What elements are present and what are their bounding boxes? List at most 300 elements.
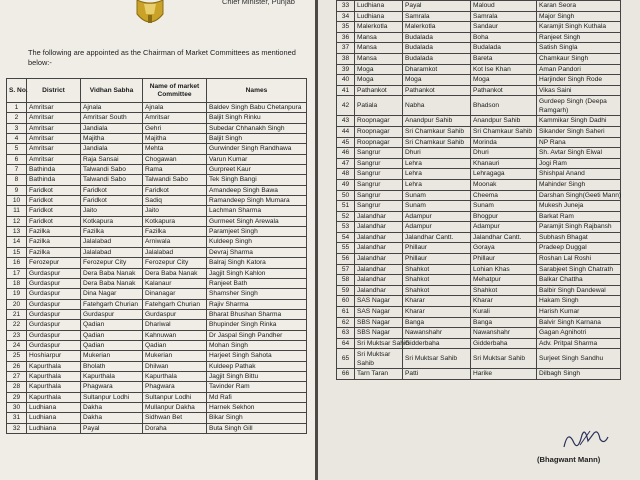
table-row (337, 232, 621, 243)
cell-sno: 64 (337, 338, 355, 349)
table-row (337, 349, 621, 369)
cell-sno: 48 (337, 169, 355, 180)
cell-district: Amritsar (27, 154, 81, 164)
cell-name: Mahinder Singh (537, 179, 621, 190)
cell-market-committee: Harike (471, 369, 537, 380)
cell-district: Sangrur (355, 148, 403, 159)
cell-vidhan-sabha: Jandiala (81, 123, 143, 133)
cell-sno: 62 (337, 317, 355, 328)
table-row (7, 196, 307, 206)
cell-vidhan-sabha: Jalalabad (81, 247, 143, 257)
cell-vidhan-sabha: Payal (81, 423, 143, 433)
cell-district: Fazilka (27, 227, 81, 237)
cell-district: Gurdaspur (27, 278, 81, 288)
cell-district: Amritsar (27, 144, 81, 154)
col-header-vidhan-sabha: Vidhan Sabha (81, 79, 143, 103)
cell-name: Amandeep Singh Bawa (207, 185, 307, 195)
cell-market-committee: Phagwara (143, 382, 207, 392)
cell-sno: 66 (337, 369, 355, 380)
cell-district: Faridkot (27, 206, 81, 216)
cell-name: Darshan Singh(Geeti Mann) (537, 190, 621, 201)
table-row (7, 144, 307, 154)
office-header: Chief Minister, Punjab (222, 0, 295, 6)
cell-name: Balkar Chattha (537, 275, 621, 286)
table-row (337, 254, 621, 265)
cell-market-committee: Bhadson (471, 96, 537, 116)
cell-district: Jalandhar (355, 211, 403, 222)
cell-name: Adv. Pritpal Sharma (537, 338, 621, 349)
cell-district: Moga (355, 64, 403, 75)
cell-market-committee: Boha (471, 32, 537, 43)
cell-district: Bathinda (27, 175, 81, 185)
table-row (337, 317, 621, 328)
table-row (337, 22, 621, 33)
cell-vidhan-sabha: Sri Muktsar Sahib (403, 349, 471, 369)
table-row (7, 216, 307, 226)
table-row (337, 53, 621, 64)
cell-name: Kuldeep Singh (207, 237, 307, 247)
cell-market-committee: Fazilka (143, 227, 207, 237)
cell-name: Pradeep Duggal (537, 243, 621, 254)
cell-market-committee: Mehatpur (471, 275, 537, 286)
cell-sno: 34 (337, 11, 355, 22)
table-row (337, 75, 621, 86)
cell-sno: 11 (7, 206, 27, 216)
cell-sno: 2 (7, 113, 27, 123)
cell-district: Jalandhar (355, 275, 403, 286)
cell-name: Tavinder Ram (207, 382, 307, 392)
table-row (7, 103, 307, 113)
cell-market-committee: Nawanshahr (471, 328, 537, 339)
cell-sno: 17 (7, 268, 27, 278)
cell-market-committee: Sultanpur Lodhi (143, 392, 207, 402)
cell-district: Sangrur (355, 158, 403, 169)
table-row (7, 340, 307, 350)
cell-district: Kapurthala (27, 382, 81, 392)
cell-sno: 12 (7, 216, 27, 226)
table-row (337, 96, 621, 116)
cell-district: Fazilka (27, 247, 81, 257)
cell-name: Buta Singh Gill (207, 423, 307, 433)
cell-district: Ferozepur (27, 258, 81, 268)
table-row (337, 328, 621, 339)
cell-market-committee: Gurdaspur (143, 309, 207, 319)
table-row (337, 116, 621, 127)
table-row (7, 227, 307, 237)
table-row (337, 137, 621, 148)
cell-vidhan-sabha: Phillaur (403, 254, 471, 265)
cell-market-committee: Sadiq (143, 196, 207, 206)
table-row (337, 43, 621, 54)
cell-district: Faridkot (27, 216, 81, 226)
cell-sno: 44 (337, 126, 355, 137)
cell-vidhan-sabha: Shahkot (403, 275, 471, 286)
cell-market-committee: Dhuri (471, 148, 537, 159)
cell-sno: 50 (337, 190, 355, 201)
cell-vidhan-sabha: Ferozepur City (81, 258, 143, 268)
cell-district: Sangrur (355, 190, 403, 201)
cell-vidhan-sabha: Mukerian (81, 351, 143, 361)
cell-district: Ludhiana (355, 11, 403, 22)
col-header-names: Names (207, 79, 307, 103)
table-row (7, 237, 307, 247)
cell-district: Gurdaspur (27, 320, 81, 330)
table-row (7, 371, 307, 381)
table-row (337, 126, 621, 137)
cell-name: Kammikar Singh Dadhi (537, 116, 621, 127)
cell-vidhan-sabha: Lehra (403, 158, 471, 169)
cell-vidhan-sabha: Sri Chamkaur Sahib (403, 137, 471, 148)
cell-name: Gurmeet Singh Arewala (207, 216, 307, 226)
cell-vidhan-sabha: Majitha (81, 134, 143, 144)
cell-sno: 13 (7, 227, 27, 237)
table-row (7, 258, 307, 268)
cell-market-committee: Jalandhar Cantt. (471, 232, 537, 243)
cell-sno: 33 (337, 1, 355, 12)
cell-vidhan-sabha: Dina Nagar (81, 289, 143, 299)
cell-district: Amritsar (27, 113, 81, 123)
table-row (7, 165, 307, 175)
cell-market-committee: Adampur (471, 222, 537, 233)
cell-sno: 40 (337, 75, 355, 86)
table-row (7, 268, 307, 278)
cell-name: Subedar Chhanakh Singh (207, 123, 307, 133)
cell-district: Jalandhar (355, 222, 403, 233)
table-row (7, 361, 307, 371)
cell-name: Harjinder Singh Rode (537, 75, 621, 86)
cell-sno: 47 (337, 158, 355, 169)
cell-district: Mansa (355, 32, 403, 43)
cell-name: Aman Pandori (537, 64, 621, 75)
cell-vidhan-sabha: Kotkapura (81, 216, 143, 226)
cell-vidhan-sabha: Ajnala (81, 103, 143, 113)
cell-district: Ludhiana (27, 423, 81, 433)
cell-vidhan-sabha: Adampur (403, 211, 471, 222)
cell-vidhan-sabha: Payal (403, 1, 471, 12)
cell-market-committee: Qadian (143, 340, 207, 350)
table-row (337, 211, 621, 222)
cell-vidhan-sabha: Nabha (403, 96, 471, 116)
cell-vidhan-sabha: Pathankot (403, 85, 471, 96)
table-row (337, 179, 621, 190)
table-row (7, 206, 307, 216)
cell-market-committee: Cheema (471, 190, 537, 201)
cell-sno: 57 (337, 264, 355, 275)
col-header-market-committee: Name of market Committee (143, 79, 207, 103)
cell-name: Ranjeet Bath (207, 278, 307, 288)
cell-name: Harnek Sekhon (207, 402, 307, 412)
cell-district: Sangrur (355, 169, 403, 180)
cell-sno: 39 (337, 64, 355, 75)
cell-vidhan-sabha: Kapurthala (81, 371, 143, 381)
cell-name: Karan Seora (537, 1, 621, 12)
cell-district: Patiala (355, 96, 403, 116)
cell-name: Paramjeet Singh (207, 227, 307, 237)
cell-name: Gurwinder Singh Randhawa (207, 144, 307, 154)
cell-district: Sri Muktsar Sahib (355, 338, 403, 349)
cell-vidhan-sabha: Talwandi Sabo (81, 175, 143, 185)
table-row (7, 392, 307, 402)
cell-sno: 43 (337, 116, 355, 127)
table-row (337, 85, 621, 96)
cell-sno: 59 (337, 285, 355, 296)
cell-sno: 21 (7, 309, 27, 319)
cell-name: Harjeet Singh Sahota (207, 351, 307, 361)
cell-name: Surjeet Singh Sandhu (537, 349, 621, 369)
cell-sno: 27 (7, 371, 27, 381)
table-row (7, 351, 307, 361)
cell-sno: 19 (7, 289, 27, 299)
table-row (337, 243, 621, 254)
cell-district: Mansa (355, 43, 403, 54)
cell-name: Vikas Saini (537, 85, 621, 96)
cell-vidhan-sabha: Malerkotla (403, 22, 471, 33)
cell-sno: 14 (7, 237, 27, 247)
cell-vidhan-sabha: Lehra (403, 179, 471, 190)
cell-sno: 26 (7, 361, 27, 371)
cell-district: Sri Muktsar Sahib (355, 349, 403, 369)
cell-vidhan-sabha: Raja Sansai (81, 154, 143, 164)
table-row (337, 275, 621, 286)
cell-vidhan-sabha: Fatehgarh Churian (81, 299, 143, 309)
cell-market-committee: Moga (471, 75, 537, 86)
cell-market-committee: Kurali (471, 307, 537, 318)
cell-sno: 55 (337, 243, 355, 254)
cell-sno: 36 (337, 32, 355, 43)
cell-district: Roopnagar (355, 137, 403, 148)
cell-district: SBS Nagar (355, 328, 403, 339)
cell-name: Harish Kumar (537, 307, 621, 318)
cell-district: Jalandhar (355, 254, 403, 265)
cell-name: Satish Singla (537, 43, 621, 54)
table-row (337, 307, 621, 318)
table-row (337, 32, 621, 43)
table-row (7, 402, 307, 412)
cell-sno: 25 (7, 351, 27, 361)
cell-name: Gurpreet Kaur (207, 165, 307, 175)
cell-vidhan-sabha: Amritsar South (81, 113, 143, 123)
cell-vidhan-sabha: Gidderbaha (403, 338, 471, 349)
cell-sno: 42 (337, 96, 355, 116)
cell-market-committee: Talwandi Sabo (143, 175, 207, 185)
cell-vidhan-sabha: Phagwara (81, 382, 143, 392)
cell-vidhan-sabha: Sultanpur Lodhi (81, 392, 143, 402)
signatory-name: (Bhagwant Mann) (537, 455, 601, 464)
cell-vidhan-sabha: Jaito (81, 206, 143, 216)
cell-vidhan-sabha: Qadian (81, 340, 143, 350)
cell-vidhan-sabha: Sri Chamkaur Sahib (403, 126, 471, 137)
cell-district: Gurdaspur (27, 340, 81, 350)
cell-vidhan-sabha: Sunam (403, 190, 471, 201)
table-row (7, 413, 307, 423)
appointments-table-right (336, 0, 621, 380)
cell-name: Balvir Singh Karnana (537, 317, 621, 328)
cell-district: Gurdaspur (27, 330, 81, 340)
cell-district: Jalandhar (355, 285, 403, 296)
cell-sno: 54 (337, 232, 355, 243)
cell-market-committee: Doraha (143, 423, 207, 433)
cell-sno: 9 (7, 185, 27, 195)
cell-district: Kapurthala (27, 371, 81, 381)
cell-name: Dilbagh Singh (537, 369, 621, 380)
document-page-left (0, 0, 315, 480)
cell-vidhan-sabha: Budalada (403, 32, 471, 43)
cell-market-committee: Sidhwan Bet (143, 413, 207, 423)
cell-sno: 30 (7, 402, 27, 412)
cell-sno: 6 (7, 154, 27, 164)
cell-name: Jagjit Singh Kahlon (207, 268, 307, 278)
cell-district: Gurdaspur (27, 299, 81, 309)
cell-district: Jalandhar (355, 264, 403, 275)
table-row (7, 134, 307, 144)
cell-market-committee: Sunam (471, 201, 537, 212)
table-row (7, 299, 307, 309)
table-row (7, 123, 307, 133)
cell-district: Kapurthala (27, 392, 81, 402)
cell-vidhan-sabha: Dakha (81, 402, 143, 412)
cell-sno: 63 (337, 328, 355, 339)
cell-name: Ranjeet Singh (537, 32, 621, 43)
cell-sno: 51 (337, 201, 355, 212)
cell-sno: 32 (7, 423, 27, 433)
cell-market-committee: Budalada (471, 43, 537, 54)
cell-district: Jalandhar (355, 232, 403, 243)
cell-market-committee: Gidderbaha (471, 338, 537, 349)
table-row (7, 423, 307, 433)
cell-market-committee: Kapurthala (143, 371, 207, 381)
cell-market-committee: Sri Muktsar Sahib (471, 349, 537, 369)
cell-market-committee: Kot Ise Khan (471, 64, 537, 75)
cell-name: Paramjit Singh Rajbansh (537, 222, 621, 233)
cell-market-committee: Maloud (471, 1, 537, 12)
cell-name: Ramandeep Singh Mumara (207, 196, 307, 206)
table-row (7, 309, 307, 319)
cell-sno: 38 (337, 53, 355, 64)
table-row (337, 369, 621, 380)
cell-name: Lachman Sharma (207, 206, 307, 216)
cell-vidhan-sabha: Talwandi Sabo (81, 165, 143, 175)
cell-name: Jagjit Singh Bittu (207, 371, 307, 381)
cell-district: Faridkot (27, 196, 81, 206)
cell-vidhan-sabha: Dera Baba Nanak (81, 268, 143, 278)
cell-market-committee: Chogawan (143, 154, 207, 164)
cell-sno: 10 (7, 196, 27, 206)
cell-market-committee: Mullanpur Dakha (143, 402, 207, 412)
cell-name: Tek Singh Bangi (207, 175, 307, 185)
cell-vidhan-sabha: Dera Baba Nanak (81, 278, 143, 288)
cell-district: Ludhiana (27, 402, 81, 412)
cell-market-committee: Dhilwan (143, 361, 207, 371)
cell-district: Amritsar (27, 103, 81, 113)
cell-market-committee: Dera Baba Nanak (143, 268, 207, 278)
cell-sno: 60 (337, 296, 355, 307)
cell-market-committee: Mehta (143, 144, 207, 154)
table-row (337, 1, 621, 12)
table-row (337, 285, 621, 296)
cell-sno: 20 (7, 299, 27, 309)
cell-name: Baljit Singh (207, 134, 307, 144)
cell-sno: 37 (337, 43, 355, 54)
cell-vidhan-sabha: Banga (403, 317, 471, 328)
cell-name: Rajiv Sharma (207, 299, 307, 309)
cell-vidhan-sabha: Bholath (81, 361, 143, 371)
cell-name: Mukesh Juneja (537, 201, 621, 212)
cell-name: Gagan Agnihotri (537, 328, 621, 339)
cell-market-committee: Rama (143, 165, 207, 175)
cell-district: Roopnagar (355, 116, 403, 127)
cell-name: Roshan Lal Roshi (537, 254, 621, 265)
cell-district: Sangrur (355, 179, 403, 190)
cell-name: Devraj Sharma (207, 247, 307, 257)
cell-market-committee: Kotkapura (143, 216, 207, 226)
col-header-sno: S. No. (7, 79, 27, 103)
cell-district: Gurdaspur (27, 309, 81, 319)
cell-market-committee: Arniwala (143, 237, 207, 247)
cell-market-committee: Sandaur (471, 22, 537, 33)
table-row (7, 154, 307, 164)
cell-sno: 49 (337, 179, 355, 190)
cell-vidhan-sabha: Kharar (403, 296, 471, 307)
cell-sno: 1 (7, 103, 27, 113)
cell-vidhan-sabha: Jalalabad (81, 237, 143, 247)
cell-vidhan-sabha: Budalada (403, 53, 471, 64)
cell-vidhan-sabha: Faridkot (81, 185, 143, 195)
cell-district: Jalandhar (355, 243, 403, 254)
cell-district: Hoshiarpur (27, 351, 81, 361)
cell-market-committee: Lohian Khas (471, 264, 537, 275)
cell-vidhan-sabha: Shahkot (403, 264, 471, 275)
cell-vidhan-sabha: Nawanshahr (403, 328, 471, 339)
cell-district: SAS Nagar (355, 296, 403, 307)
cell-market-committee: Anandpur Sahib (471, 116, 537, 127)
cell-vidhan-sabha: Phillaur (403, 243, 471, 254)
cell-sno: 3 (7, 123, 27, 133)
cell-sno: 15 (7, 247, 27, 257)
cell-sno: 65 (337, 349, 355, 369)
signature-icon (560, 425, 610, 453)
cell-market-committee: Khanauri (471, 158, 537, 169)
cell-market-committee: Gehri (143, 123, 207, 133)
cell-name: Subhash Bhagat (537, 232, 621, 243)
cell-vidhan-sabha: Samrala (403, 11, 471, 22)
cell-market-committee: Dinanagar (143, 289, 207, 299)
cell-vidhan-sabha: Anandpur Sahib (403, 116, 471, 127)
cell-sno: 29 (7, 392, 27, 402)
cell-market-committee: Fatehgarh Churian (143, 299, 207, 309)
cell-district: Gurdaspur (27, 289, 81, 299)
table-row (7, 113, 307, 123)
cell-district: Fazilka (27, 237, 81, 247)
cell-vidhan-sabha: Lehra (403, 169, 471, 180)
table-row (337, 190, 621, 201)
cell-name: Baljit Singh Rinku (207, 113, 307, 123)
cell-vidhan-sabha: Shahkot (403, 285, 471, 296)
cell-sno: 35 (337, 22, 355, 33)
cell-district: Ludhiana (27, 413, 81, 423)
cell-name: Bikar Singh (207, 413, 307, 423)
table-row (337, 201, 621, 212)
cell-name: Gurdeep Singh (Deepa Ramgarh) (537, 96, 621, 116)
cell-market-committee: Goraya (471, 243, 537, 254)
cell-sno: 56 (337, 254, 355, 265)
cell-name: Shamsher Singh (207, 289, 307, 299)
cell-market-committee: Phillaur (471, 254, 537, 265)
cell-market-committee: Dhariwal (143, 320, 207, 330)
cell-name: Jogi Ram (537, 158, 621, 169)
cell-name: Major Singh (537, 11, 621, 22)
cell-district: Faridkot (27, 185, 81, 195)
cell-sno: 8 (7, 175, 27, 185)
